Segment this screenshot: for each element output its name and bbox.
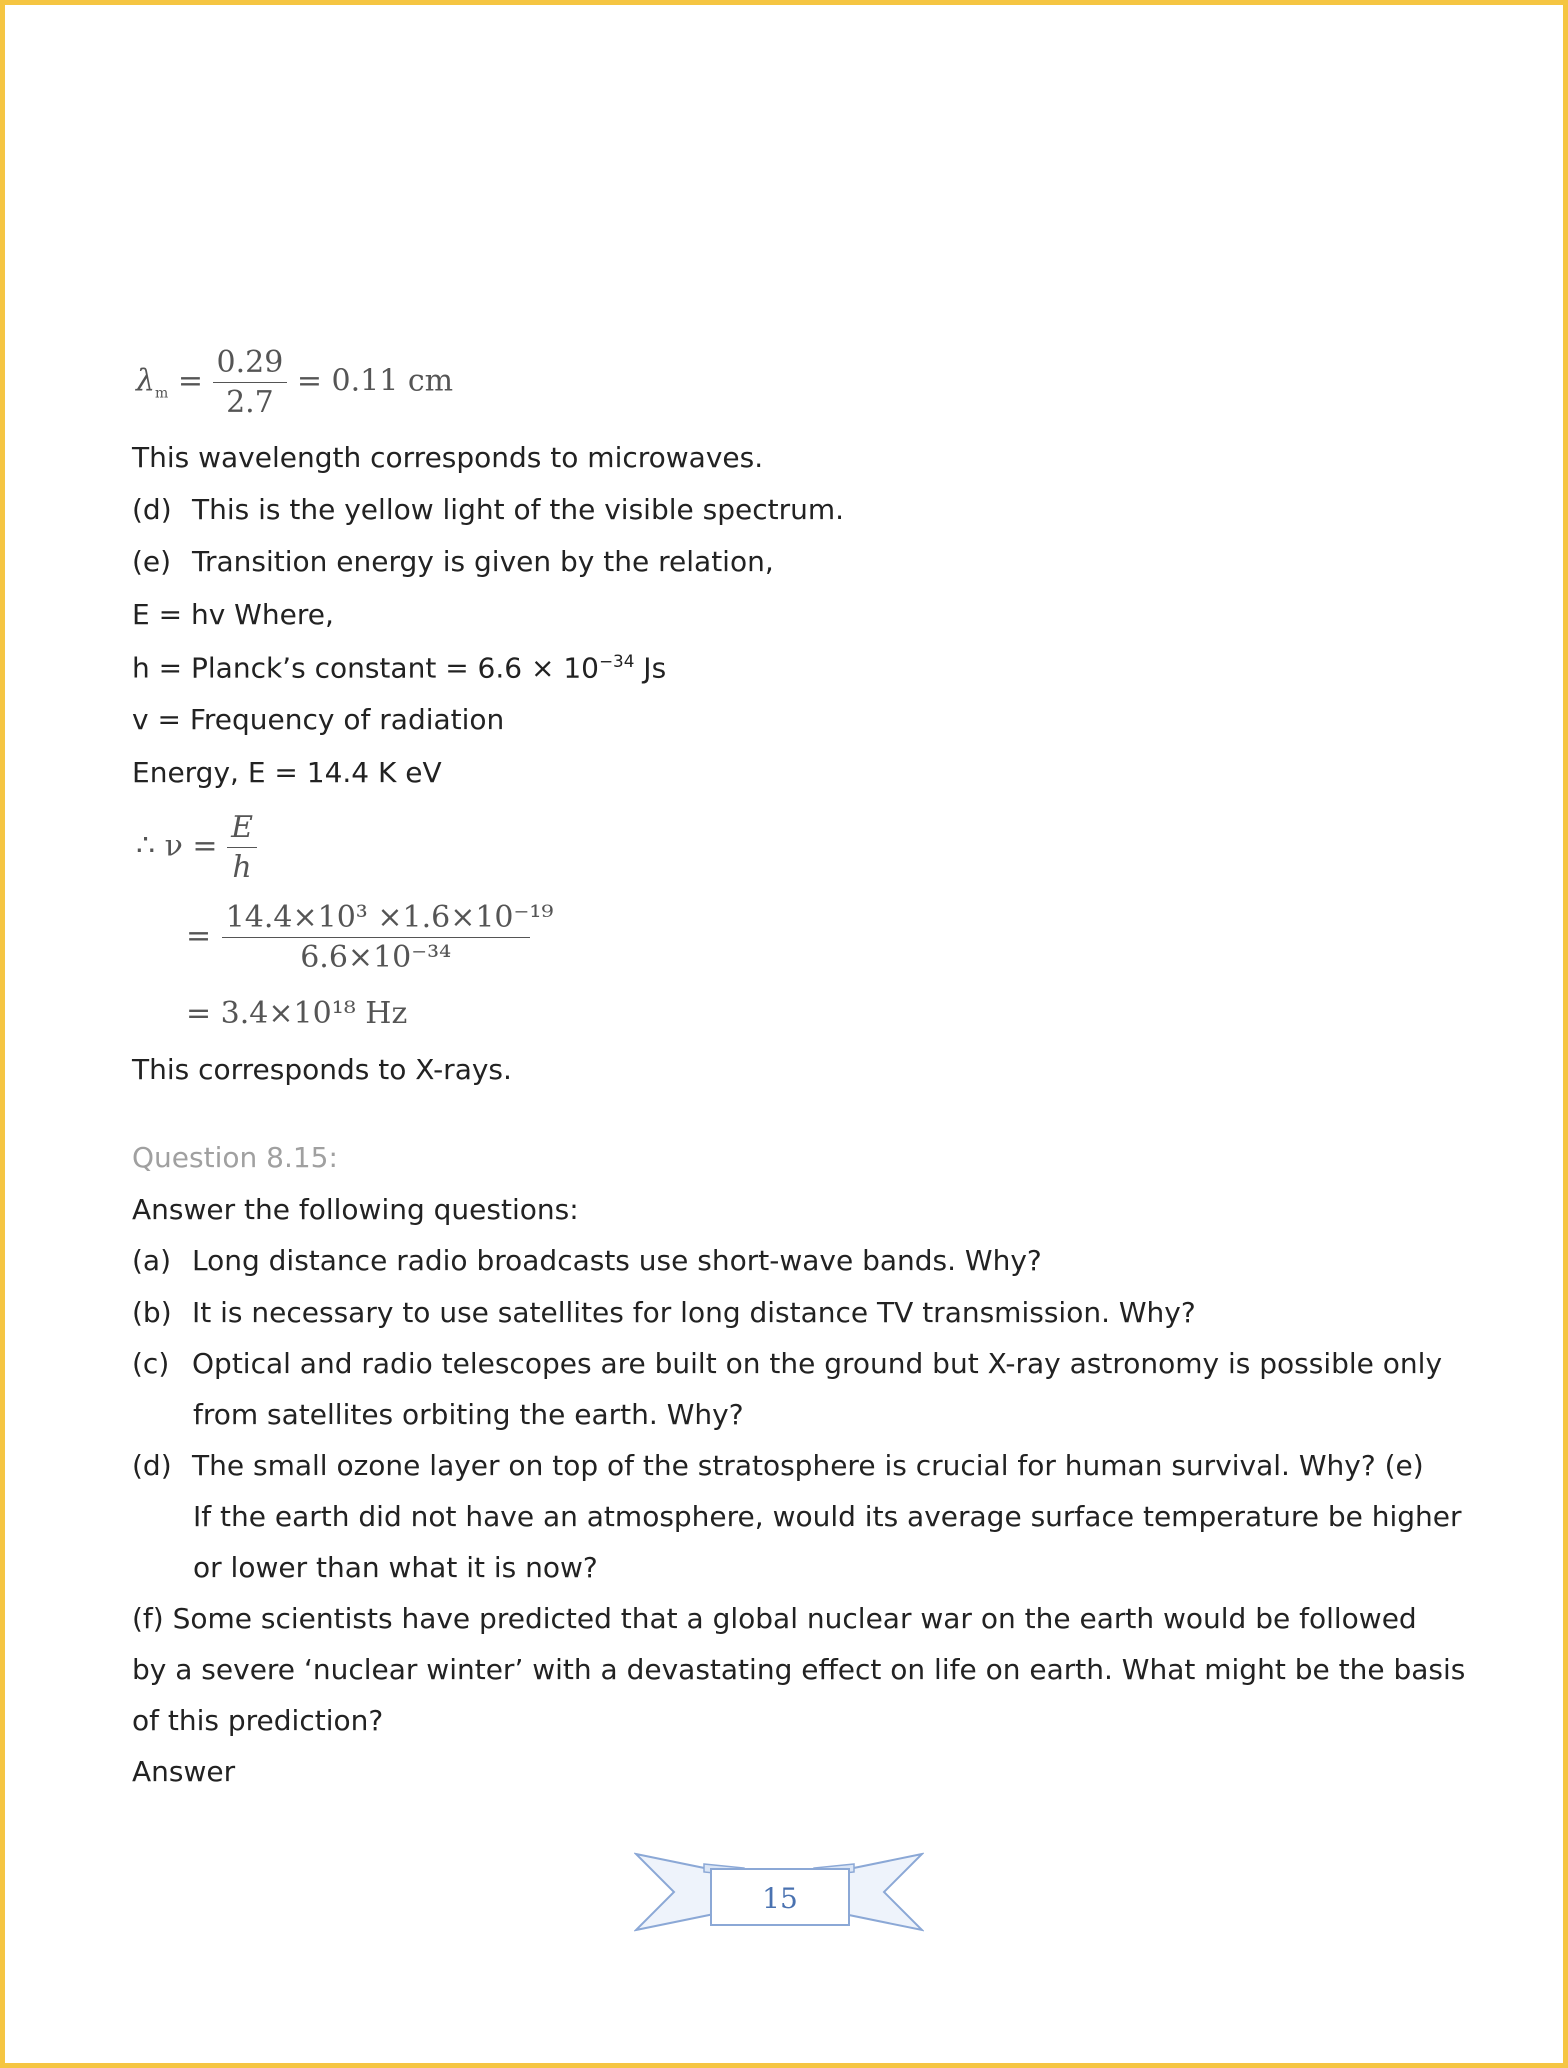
frequency-equation: ∴ ν = $\frac{E}{h}$ bbox=[136, 810, 257, 885]
list-item-d: (d) This is the yellow light of the visible spectrum. bbox=[132, 493, 845, 526]
frequency-calculation: = $\frac{\text{14.4×10³ ×1.6×10⁻¹⁹}}{\text{6.6×10⁻³⁴}}$ bbox=[186, 900, 554, 975]
text-line: Energy, E = 14.4 K eV bbox=[132, 756, 442, 789]
question-item-f: (f) Some scientists have predicted that a global nuclear war on the earth would be followed bbox=[132, 1602, 1417, 1635]
question-item-d-cont: If the earth did not have an atmosphere, would its average surface temperature be higher bbox=[193, 1500, 1462, 1533]
text-line: This wavelength corresponds to microwaves. bbox=[132, 441, 764, 474]
wavelength-equation: $\lambda_m$ = $\frac{0.29}{2.7}$ = 0.11 cm bbox=[136, 345, 454, 420]
page-number: 15 bbox=[710, 1868, 850, 1926]
text-line: E = hv Where, bbox=[132, 598, 334, 631]
question-item-c: (c) Optical and radio telescopes are built on the ground but X-ray astronomy is possible only bbox=[132, 1347, 1443, 1380]
question-heading: Question 8.15: bbox=[132, 1141, 338, 1174]
text-line: v = Frequency of radiation bbox=[132, 703, 505, 736]
question-item-d: (d) The small ozone layer on top of the stratosphere is crucial for human survival. Why? (e) bbox=[132, 1449, 1424, 1482]
question-intro: Answer the following questions: bbox=[132, 1193, 579, 1226]
question-item-d-cont: or lower than what it is now? bbox=[193, 1551, 598, 1584]
list-item-e: (e) Transition energy is given by the relation, bbox=[132, 545, 774, 578]
frequency-result: = 3.4×10¹⁸ Hz bbox=[186, 996, 408, 1031]
question-item-f-cont: by a severe ‘nuclear winter’ with a devastating effect on life on earth. What might be the basis bbox=[132, 1653, 1466, 1686]
question-item-a: (a) Long distance radio broadcasts use short-wave bands. Why? bbox=[132, 1244, 1042, 1277]
answer-label: Answer bbox=[132, 1755, 236, 1788]
question-item-f-cont: of this prediction? bbox=[132, 1704, 384, 1737]
text-line: This corresponds to X-rays. bbox=[132, 1053, 512, 1086]
planck-line: h = Planck’s constant = $6.6 \times 10^{-34}$ Js bbox=[132, 651, 667, 685]
question-item-c-cont: from satellites orbiting the earth. Why? bbox=[193, 1398, 744, 1431]
question-item-b: (b) It is necessary to use satellites for long distance TV transmission. Why? bbox=[132, 1296, 1196, 1329]
